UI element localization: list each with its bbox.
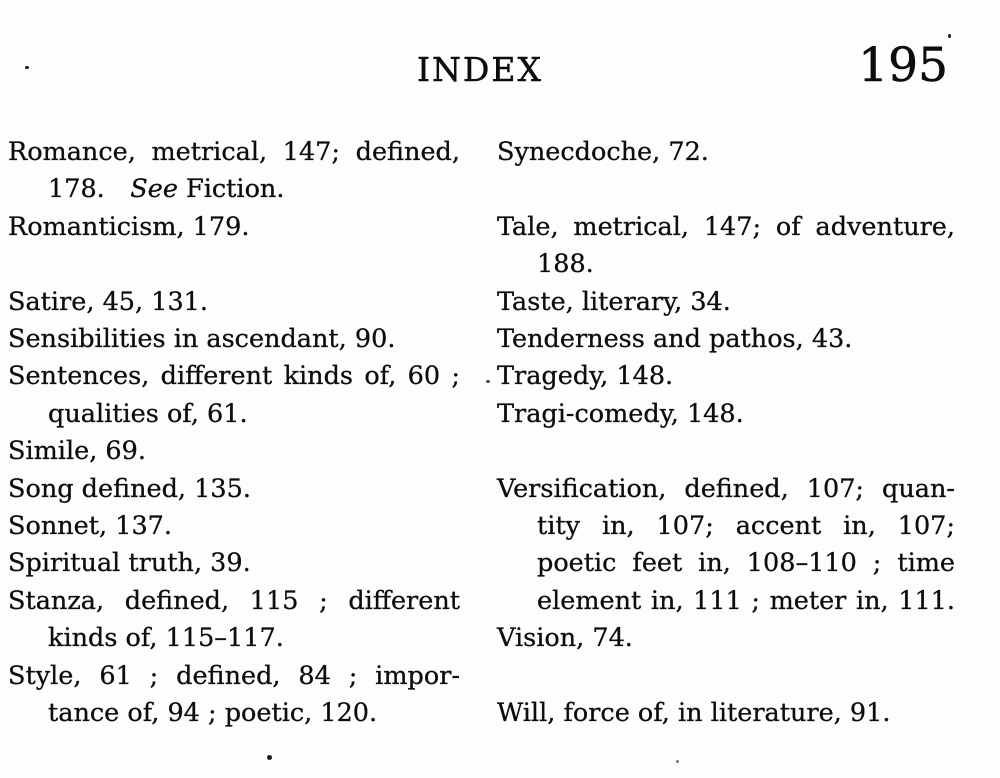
entry-text: Sensibilities in ascendant, 90. <box>8 324 396 355</box>
entry-line <box>8 545 460 582</box>
index-entry <box>497 471 955 621</box>
index-entry <box>497 321 955 358</box>
index-entry <box>497 396 955 433</box>
index-entry <box>497 620 955 657</box>
entry-line <box>497 508 955 545</box>
page-number: 195 <box>858 38 948 93</box>
entry-line <box>8 508 460 545</box>
entry-line <box>497 246 955 283</box>
entry-line <box>497 583 955 620</box>
entry-line <box>497 620 955 657</box>
cross-reference-italic: See <box>130 174 178 205</box>
index-entry <box>8 471 460 508</box>
entry-text: poetic feet in, 108–110 ; time <box>537 548 955 579</box>
page-title: INDEX <box>417 50 543 89</box>
entry-text: Versification, defined, 107; quan- <box>497 473 955 504</box>
entry-text: Fiction. <box>177 174 285 205</box>
entry-line <box>497 396 955 433</box>
entry-line <box>8 583 460 620</box>
left-column <box>8 134 460 732</box>
entry-text: element in, 111 ; meter in, 111. <box>537 585 955 616</box>
entry-line <box>8 396 460 433</box>
entry-text: Satire, 45, 131. <box>8 286 209 317</box>
entry-text: Tale, metrical, 147; of adventure, <box>497 211 955 242</box>
entry-text: qualities of, 61. <box>48 398 248 429</box>
index-columns <box>8 134 955 732</box>
entry-text: Romance, metrical, 147; defined, <box>8 137 460 167</box>
index-entry <box>8 433 460 470</box>
entry-line <box>8 171 460 208</box>
entry-text: Style, 61 ; defined, 84 ; impor- <box>8 660 460 691</box>
entry-text: Stanza, defined, 115 ; different <box>8 585 460 616</box>
entry-text: Will, force of, in literature, 91. <box>497 698 891 729</box>
index-entry <box>8 545 460 582</box>
entry-text: 178. <box>48 174 131 205</box>
scan-speck <box>676 760 679 763</box>
entry-line <box>8 620 460 657</box>
entry-line <box>8 658 460 695</box>
entry-line <box>8 471 460 508</box>
entry-line <box>8 321 460 358</box>
entry-line <box>497 358 955 395</box>
entry-text: Song defined, 135. <box>8 473 251 504</box>
entry-line <box>8 134 460 171</box>
entry-text: Tragi-comedy, 148. <box>497 398 744 429</box>
entry-text: Tragedy, 148. <box>497 361 674 392</box>
entry-text: Spiritual truth, 39. <box>8 548 251 579</box>
index-entry <box>497 209 955 284</box>
index-entry <box>497 134 955 171</box>
entry-text: Synecdoche, 72. <box>497 137 709 167</box>
index-entry <box>497 695 955 732</box>
entry-text: kinds of, 115–117. <box>48 623 284 654</box>
entry-text: Taste, literary, 34. <box>497 286 731 317</box>
entry-line <box>8 358 460 395</box>
index-entry <box>497 284 955 321</box>
entry-line <box>497 545 955 582</box>
scan-speck <box>267 755 272 760</box>
entry-text: tance of, 94 ; poetic, 120. <box>48 698 378 729</box>
entry-line <box>497 209 955 246</box>
scan-speck <box>25 66 29 69</box>
index-entry <box>8 209 460 246</box>
entry-text: 188. <box>537 249 594 280</box>
index-entry <box>8 658 460 733</box>
index-entry <box>8 321 460 358</box>
entry-line <box>497 134 955 171</box>
right-column <box>497 134 955 732</box>
entry-line <box>8 284 460 321</box>
scan-speck <box>486 380 490 383</box>
index-entry <box>8 508 460 545</box>
entry-line <box>497 284 955 321</box>
entry-line <box>8 209 460 246</box>
entry-line <box>8 433 460 470</box>
scan-speck <box>948 34 951 38</box>
entry-text: tity in, 107; accent in, 107; <box>537 511 955 542</box>
entry-text: Romanticism, 179. <box>8 211 250 242</box>
entry-line <box>497 321 955 358</box>
entry-text: Vision, 74. <box>497 623 633 654</box>
entry-line <box>497 471 955 508</box>
index-entry <box>8 134 460 209</box>
index-entry <box>497 358 955 395</box>
entry-line <box>8 695 460 732</box>
entry-line <box>497 695 955 732</box>
entry-text: Simile, 69. <box>8 436 146 467</box>
entry-text: Tenderness and pathos, 43. <box>497 324 853 355</box>
entry-text: Sentences, different kinds of, 60 ; <box>8 361 460 392</box>
index-entry <box>8 358 460 433</box>
index-entry <box>8 284 460 321</box>
entry-text: Sonnet, 137. <box>8 511 172 542</box>
index-entry <box>8 583 460 658</box>
